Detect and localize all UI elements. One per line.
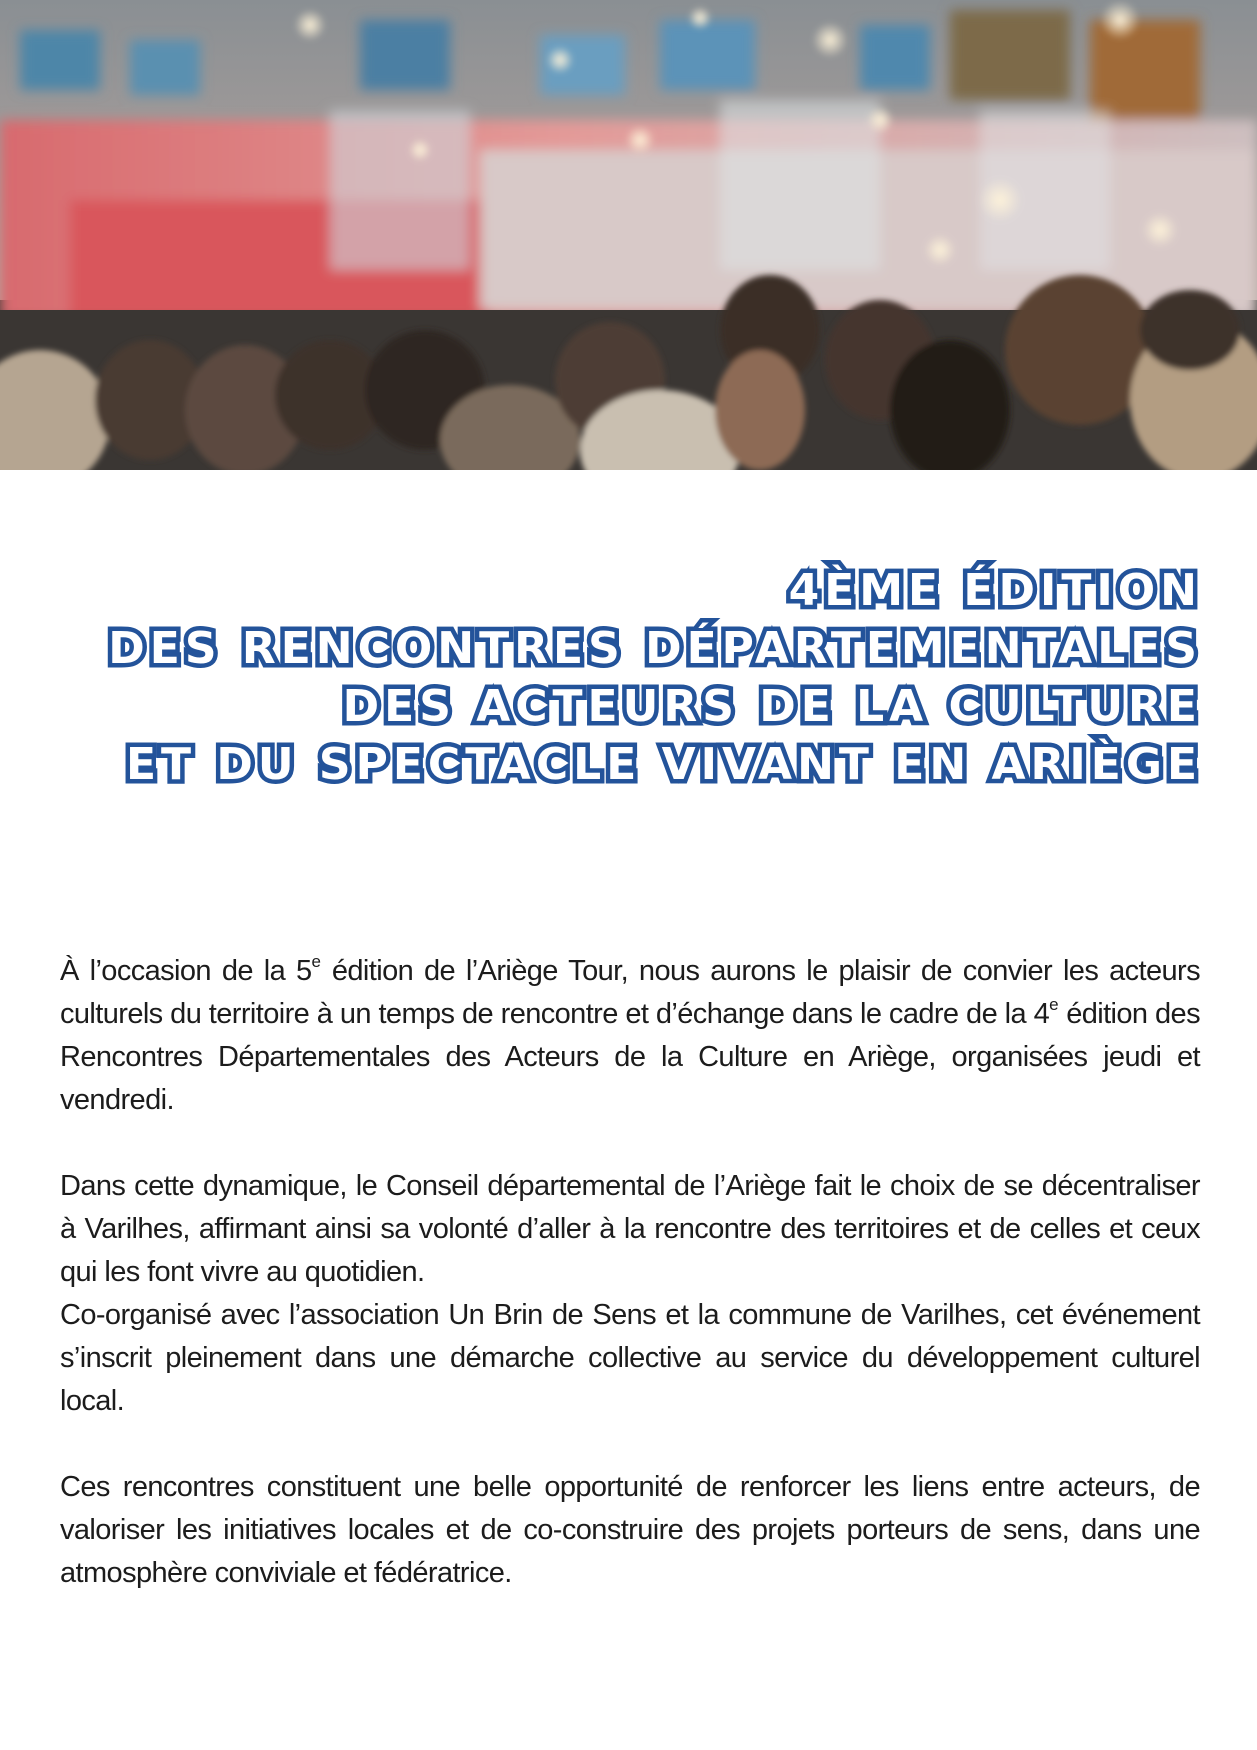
headline-line-1: 4ÈME ÉDITION — [788, 565, 1202, 616]
headline — [102, 562, 1202, 794]
paragraph-intro-part-b: édition de l’Ariège Tour, nous aurons le plaisir de convier les acteurs culturels du territoire à un temps de rencontre et d’échange dans le cadre de la 4 — [60, 955, 1201, 1030]
paragraph-co-organise: Co-organisé avec l’association Un Brin de Sens et la commune de Varilhes, cet événement s’inscrit pleinement dans une démarche collective au service du développement culturel local. — [60, 1299, 1200, 1417]
concert-hall-illustration — [0, 0, 1257, 470]
headline-line-2: DES RENCONTRES DÉPARTEMENTALES — [108, 623, 1202, 674]
paragraph-rencontres: Ces rencontres constituent une belle opportunité de renforcer les liens entre acteurs, de valoriser les initiatives locales et de co-construire des projets porteurs de sens, dans une atmosphère conviviale et fédératrice. — [60, 1471, 1200, 1589]
superscript-e: e — [311, 952, 321, 971]
paragraph-intro — [60, 950, 1200, 1122]
hero-photo — [0, 0, 1257, 470]
superscript-e: e — [1049, 995, 1059, 1014]
paragraph-dynamique: Dans cette dynamique, le Conseil départemental de l’Ariège fait le choix de se décentraliser à Varilhes, affirmant ainsi sa volonté d’aller à la rencontre des territoires et de celles et ceux qui les font vivre au quotidien. — [60, 1170, 1200, 1288]
paragraph-intro-part-a: À l’occasion de la 5 — [60, 955, 312, 987]
paragraph-intro-part-c: édition des Rencontres Départementales des Acteurs de la Culture en Ariège, organisées jeudi et vendredi. — [60, 998, 1200, 1116]
body-text — [60, 950, 1200, 1595]
headline-line-3: DES ACTEURS DE LA CULTURE — [342, 681, 1202, 732]
headline-line-4: ET DU SPECTACLE VIVANT EN ARIÈGE — [125, 739, 1202, 790]
